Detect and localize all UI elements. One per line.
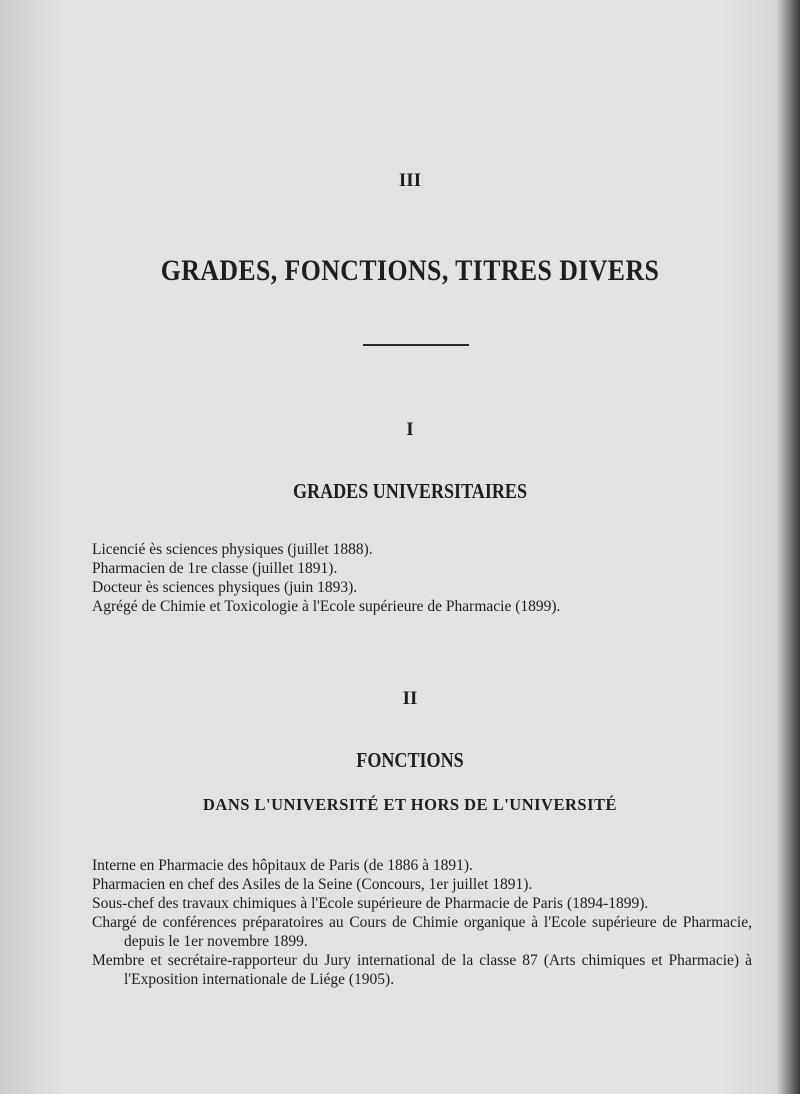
list-item: Pharmacien de 1re classe (juillet 1891). [92,560,338,577]
list-item: Licencié ès sciences physiques (juillet 1888). [92,541,373,558]
section-1-list [92,540,752,616]
list-item: Pharmacien en chef des Asiles de la Seine (Concours, 1er juillet 1891). [92,876,533,893]
list-item: Interne en Pharmacie des hôpitaux de Paris (de 1886 à 1891). [92,857,473,874]
section-2-subtitle: DANS L'UNIVERSITÉ ET HORS DE L'UNIVERSITÉ [202,795,618,814]
section-1-numeral: I [406,419,414,440]
page-title: GRADES, FONCTIONS, TITRES DIVERS [160,254,660,287]
part-numeral: III [398,170,422,191]
section-2-numeral: II [402,688,418,709]
title-divider [363,344,469,346]
section-1-title: GRADES UNIVERSITAIRES [292,479,528,503]
section-2-list [92,856,752,989]
section-2-title: FONCTIONS [356,748,464,772]
list-item: Sous-chef des travaux chimiques à l'Ecole supérieure de Pharmacie de Paris (1894-1899). [92,895,649,912]
list-item: Chargé de conférences préparatoires au Cours de Chimie organique à l'Ecole supérieure de Pharmacie, depuis le 1er novembre 1899. [92,914,752,950]
list-item: Agrégé de Chimie et Toxicologie à l'Ecole supérieure de Pharmacie (1899). [92,598,561,615]
list-item: Membre et secrétaire-rapporteur du Jury international de la classe 87 (Arts chimiques et Pharmacie) à l'Exposition internationale de Liége (1905). [92,952,752,988]
list-item: Docteur ès sciences physiques (juin 1893). [92,579,358,596]
